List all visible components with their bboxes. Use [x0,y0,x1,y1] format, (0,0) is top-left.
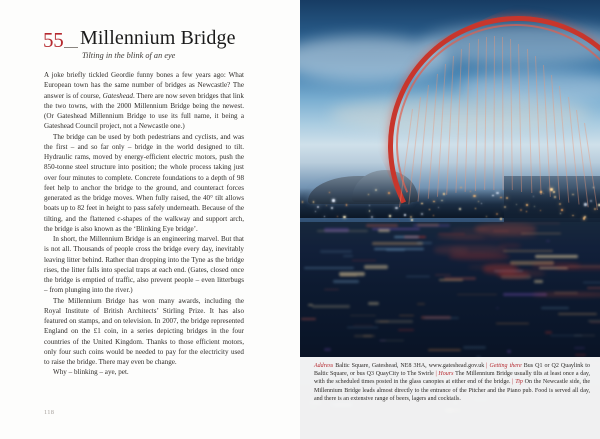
city-light [343,216,345,218]
city-light [481,203,482,204]
water-reflection-streak [439,279,463,281]
city-light [441,200,442,201]
caption-separator-2: | [433,371,439,378]
paragraph-1 [44,70,244,132]
caption-tip-text: On the Newcastle side, the Millennium Bridge leads almost directly to the entrance of the Pitcher and the Piano pub. Food is served all day, and there is an extensive range of beers, lagers and cocktails. [314,379,591,402]
city-light [371,216,373,218]
water-reflection-streak [304,267,354,269]
water-reflection-streak [587,287,600,289]
city-light [438,207,439,208]
water-reflection-streak [406,276,430,277]
water-reflection-streak [379,340,386,342]
city-light [540,191,542,193]
water-reflection-streak [324,289,339,290]
caption-hours-text: The Millennium Bridge usually tilts at least once a day, with the scheduled times posted in the glass canopies at either end of the bridge. [314,371,591,386]
water-reflection-streak [457,294,497,295]
body-text [44,70,244,378]
city-light [550,188,552,190]
water-reflection-streak [350,315,376,316]
water-reflection-streak [398,329,414,331]
water-reflection-streak [575,354,586,356]
city-light [526,211,527,212]
water-reflection-streak [308,304,313,306]
city-light [404,214,406,216]
city-light [554,196,556,198]
caption-getting-there-text: Bus Q1 or Q2 Quaylink to Baltic Square, or bus Q3 QuayCity to The Swirle [314,363,590,378]
city-light [388,192,390,194]
paragraph-4-text: The Millennium Bridge has won many awards, including the Royal Institute of British Architects’ Stirling Prize. It has also featured on stamps, and on television. In 2007, the bridge represented England on the £1 coin, in a series depicting bridges in the four countries of the United Kingdom. Thanks to those efficient motors, only four such coins would be needed to pay for the electricity used to raise the bridge. There may even be change. [44,296,244,366]
paragraph-1-text: A joke briefly tickled Geordie funny bones a few years ago: What European town has the same number of bridges as Newcastle? The answer is of course, Gateshead. There are now seven bridges that link the two towns, with the 2000 Millennium Bridge being the newest. (Or Gateshead Millennium Bridge to use its full name, it being a Gateshead Council project, not a Newcastle one.) [44,71,244,131]
city-light [368,194,369,195]
water-reflection-streak [353,325,373,326]
city-light [584,216,586,218]
water-reflection-streak [496,307,499,309]
water-reflection-streak [301,318,317,321]
city-light [561,209,563,211]
paragraph-5-text: Why – blinking – aye, pet. [53,368,129,377]
city-light [389,215,391,217]
caption-separator-3: | [510,379,516,386]
arch-reflection-glow [533,293,600,296]
caption-label-tip: Tip [515,379,525,386]
city-light [410,216,412,218]
water-reflection-streak [507,350,512,352]
city-light [572,194,573,195]
caption-label-address: Address [314,363,336,369]
water-reflection-streak [546,240,549,242]
caption-paragraph [314,362,590,403]
city-light [332,199,335,202]
water-reflection-streak [558,313,597,315]
page-number: 118 [44,409,55,416]
water-reflection-streak [364,265,387,268]
water-reflection-streak [339,272,365,275]
water-reflection-streak [366,224,398,227]
water-reflection-streak [417,224,440,226]
water-reflection-streak [374,248,425,249]
paragraph-2 [44,132,244,235]
water-reflection-streak [394,236,420,239]
city-light [486,216,487,217]
water-reflection-streak [424,317,459,319]
water-reflection-streak [435,274,451,276]
city-light [369,205,370,206]
caption-label-hours: Hours [438,371,456,378]
water-reflection-streak [535,255,577,258]
arch-reflection-glow [451,238,506,242]
water-reflection-streak [368,302,379,305]
water-reflection-streak [550,335,582,336]
water-reflection-streak [541,307,570,309]
water-reflection-streak [347,327,378,328]
water-reflection-streak [312,305,350,308]
water-reflection-streak [417,242,432,244]
arch-reflection-glow [468,265,513,269]
water-reflection-streak [583,282,600,283]
water-reflection-streak [503,250,553,252]
water-reflection-streak [343,255,353,257]
water-reflection-streak [496,323,529,324]
city-light [506,197,508,199]
paragraph-2-text: The bridge can be used by both pedestrians and cyclists, and was the first – and so far only – bridge in the world designed to tilt. Hydraulic rams, moved by energy-efficient electric motors, push the 850-tonne steel structure into position; the whole process taking just over four minutes to complete. Concrete foundations to a depth of 98 feet help to anchor the bridge to the ground, and counteract forces generated as the bridge moves. When fully raised, the 40° tilt allows boats up to 82 feet in height to pass safely underneath. Because of the tilting, and the flattened c-shapes of the walkway and support arch, the bridge is also known as the ‘Blinking Eye bridge’. [44,132,244,233]
water-reflection-streak [399,315,414,316]
city-light [540,210,541,211]
paragraph-4 [44,296,244,368]
water-reflection-streak [320,250,352,253]
city-light [534,206,535,207]
water-reflection-streak [428,349,461,351]
caption-label-getting-there: Getting there [489,363,524,369]
arch-reflection-glow [556,266,600,269]
arch-reflection-glow [449,253,509,260]
arch-reflection-glow [499,243,522,249]
chapter-heading [43,26,273,70]
water-reflection-streak [417,303,425,305]
city-light [459,208,461,210]
caption-separator-1: | [484,363,490,369]
chapter-number-rule [64,47,78,48]
arch-reflection-glow [486,232,537,238]
city-light [504,206,506,208]
paragraph-3 [44,234,244,296]
water-reflection-streak [372,242,424,245]
page-title: Millennium Bridge [80,27,236,49]
bridge-cable [493,36,495,190]
water-reflection-streak [324,348,331,350]
city-light [533,196,534,197]
water-reflection-streak [333,280,359,282]
paragraph-5 [44,367,244,377]
city-light [375,189,377,191]
water-reflection-streak [534,280,544,282]
info-caption-box [300,357,600,439]
water-reflection-streak [574,347,585,349]
city-light [584,203,587,206]
paragraph-3-text: In short, the Millennium Bridge is an engineering marvel. But that is not all. Thousands of people cross the bridge every day, inevitably leaving litter behind. Rather than dropping into the Tyne as the bridge rises, the litter falls into special traps at each end. (Gates, closed once the bridge is emptied of traffic, also prevent people – even litterbugs – from plunging into the river.) [44,235,244,295]
water-reflection-streak [590,322,600,323]
city-light [572,215,574,217]
water-reflection-streak [363,335,372,337]
chapter-number: 55 [43,28,64,52]
water-reflection-streak [378,229,390,232]
city-light [496,192,498,194]
caption-address-text: Baltic Square, Gateshead, NE8 3HA, www.gateshead.gov.uk [335,363,485,369]
water-reflection-streak [545,331,552,334]
water-reflection-streak [386,249,405,251]
chapter-subtitle: Tilting in the blink of an eye [82,51,176,60]
water-reflection-streak [463,346,487,349]
city-light [559,203,561,205]
city-light [326,205,327,206]
water-reflection-streak [352,260,376,261]
water-reflection-streak [317,230,369,233]
